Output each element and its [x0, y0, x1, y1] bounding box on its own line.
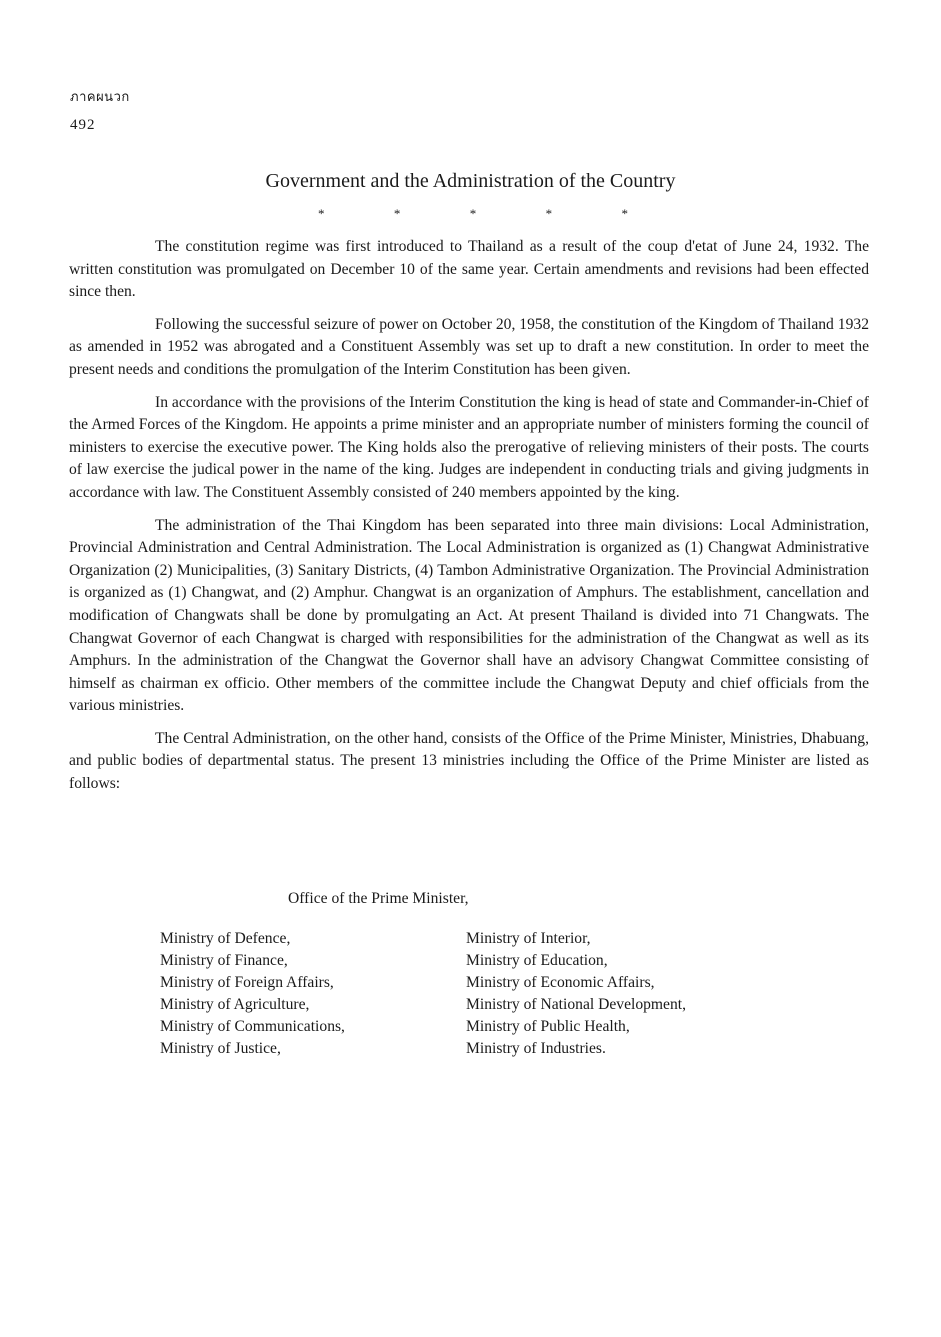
ministries-list [160, 928, 780, 1060]
star-glyph: * [393, 206, 401, 221]
ministry-item: Ministry of Communications, [160, 1018, 345, 1035]
ministry-item: Ministry of National Development, [466, 996, 687, 1013]
ministries-left-column [160, 928, 466, 1060]
ministry-item: Ministry of Defence, [160, 930, 291, 947]
star-glyph: * [469, 206, 477, 221]
separator-stars [318, 206, 628, 222]
ministry-item: Ministry of Economic Affairs, [466, 974, 655, 991]
page-title: Government and the Administration of the Country [265, 170, 676, 192]
page-number: 492 [70, 117, 96, 133]
paragraph: The administration of the Thai Kingdom has been separated into three main divisions: Local Administration, Provincial Administration and Central Administration. The Local Administration is organized as (1) Changwat Administrative Organization (2) Municipalities, (3) Sanitary Districts, (4) Tambon Administrative Organization. The Provincial Administration is organized as (1) Changwat, and (2) Amphur. Changwat is an organization of Amphurs. The establishment, cancellation and modification of Changwats shall be done by promulgating an Act. At present Thailand is divided into 71 Changwats. The Changwat Governor of each Changwat is charged with responsibilities for the administration of the Changwat as well as its Amphurs. In the administration of the Changwat the Governor shall have an advisory Changwat Committee consisting of himself as chairman ex officio. Other members of the committee include the Changwat Deputy and chief officials from the various ministries. [69, 516, 869, 715]
body-text [69, 236, 869, 806]
ministry-item: Ministry of Justice, [160, 1040, 281, 1057]
ministry-item: Ministry of Agriculture, [160, 996, 310, 1013]
ministries-right-column [466, 928, 780, 1060]
ministry-item: Ministry of Interior, [466, 930, 591, 947]
star-glyph: * [318, 206, 325, 221]
paragraph: In accordance with the provisions of the Interim Constitution the king is head of state and Commander-in-Chief of the Armed Forces of the Kingdom. He appoints a prime minister and an appropriate number of ministers forming the council of ministers to exercise the executive power. The King holds also the prerogative of relieving ministers of their posts. The courts of law exercise the judical power in the name of the king. Judges are independent in conducting trials and giving judgments in accordance with law. The Constituent Assembly consisted of 240 members appointed by the king. [69, 393, 869, 501]
ministry-item: Ministry of Foreign Affairs, [160, 974, 334, 991]
star-glyph: * [621, 206, 628, 221]
paragraph: The constitution regime was first introduced to Thailand as a result of the coup d'etat of June 24, 1932. The written constitution was promulgated on December 10 of the same year. Certain amendments and revisions had been effected since then. [69, 238, 869, 301]
ministry-item: Ministry of Finance, [160, 952, 288, 969]
pm-office-heading: Office of the Prime Minister, [288, 890, 469, 907]
paragraph: The Central Administration, on the other hand, consists of the Office of the Prime Minister, Ministries, Dhabuang, and public bodies of departmental status. The present 13 ministries including the Office of the Prime Minister are listed as follows: [69, 729, 869, 793]
ministry-item: Ministry of Industries. [466, 1040, 606, 1057]
appendix-label: ภาคผนวก [70, 89, 130, 104]
paragraph: Following the successful seizure of power on October 20, 1958, the constitution of the Kingdom of Thailand 1932 as amended in 1952 was abrogated and a Constituent Assembly was set up to draft a new constitution. In order to meet the present needs and conditions the promulgation of the Interim Constitution has been given. [69, 315, 869, 378]
star-glyph: * [545, 206, 553, 221]
ministry-item: Ministry of Public Health, [466, 1018, 630, 1035]
ministry-item: Ministry of Education, [466, 952, 608, 969]
